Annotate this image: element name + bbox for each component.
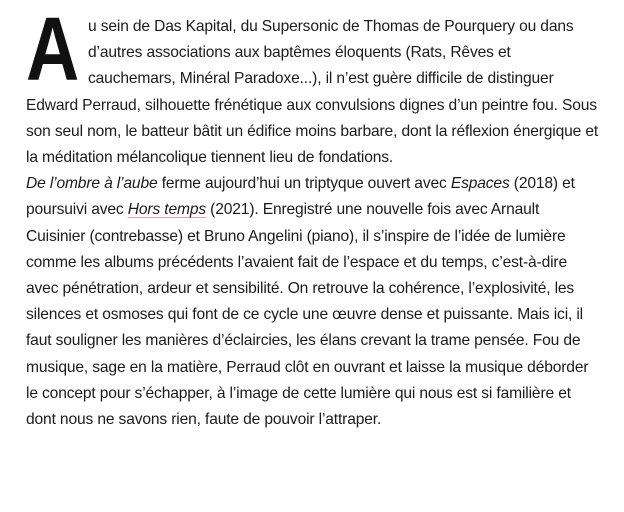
album-espaces: Espaces [450, 175, 510, 193]
paragraph-intro [26, 0, 601, 171]
article-body [26, 0, 601, 433]
album-text-1: ferme aujourd’hui un triptyque ouvert avec [157, 175, 451, 193]
album-title: De l’ombre à l’aube [26, 175, 158, 193]
album-text-2: (2018) et poursuivi avec [26, 175, 575, 219]
paragraph-album [26, 171, 601, 433]
intro-text: u sein de Das Kapital, du Supersonic de Thomas de Pourquery ou dans d’autres associations aux baptêmes éloquents (Rats, Rêves et cauchemars, Minéral Paradoxe...), il n’est guère difficile de distinguer Edward Perraud, silhouette frénétique aux convulsions dignes d’un peintre fou. Sous son seul nom, le batteur bâtit un édifice moins barbare, dont la réflexion énergique et la méditation mélancolique tiennent lieu de fondations. [26, 18, 599, 167]
album-text-3: (2021). Enregistré une nouvelle fois avec Arnault Cuisinier (contrebasse) et Bruno Angelini (piano), il s’inspire de l’idée de lumière comme les albums précédents l’avaient fait de l’espace et du temps, c’est-à-dire avec pénétration, ardeur et sensibilité. On retrouve la cohérence, l’explosivité, les silences et osmoses qui font de ce cycle une œuvre dense et puissante. Mais ici, il faut souligner les manières d’éclaircies, les élans crevant la trame pensée. Fou de musique, sage en la matière, Perraud clôt en ouvrant et laisse la musique déborder le concept pour s’échapper, à l’image de cette lumière qui nous est si familière et dont nous ne savons rien, faute de pouvoir l’attraper. [26, 201, 589, 429]
album-hors-temps-link[interactable]: Hors temps [127, 201, 206, 219]
drop-cap: A [26, 0, 78, 100]
